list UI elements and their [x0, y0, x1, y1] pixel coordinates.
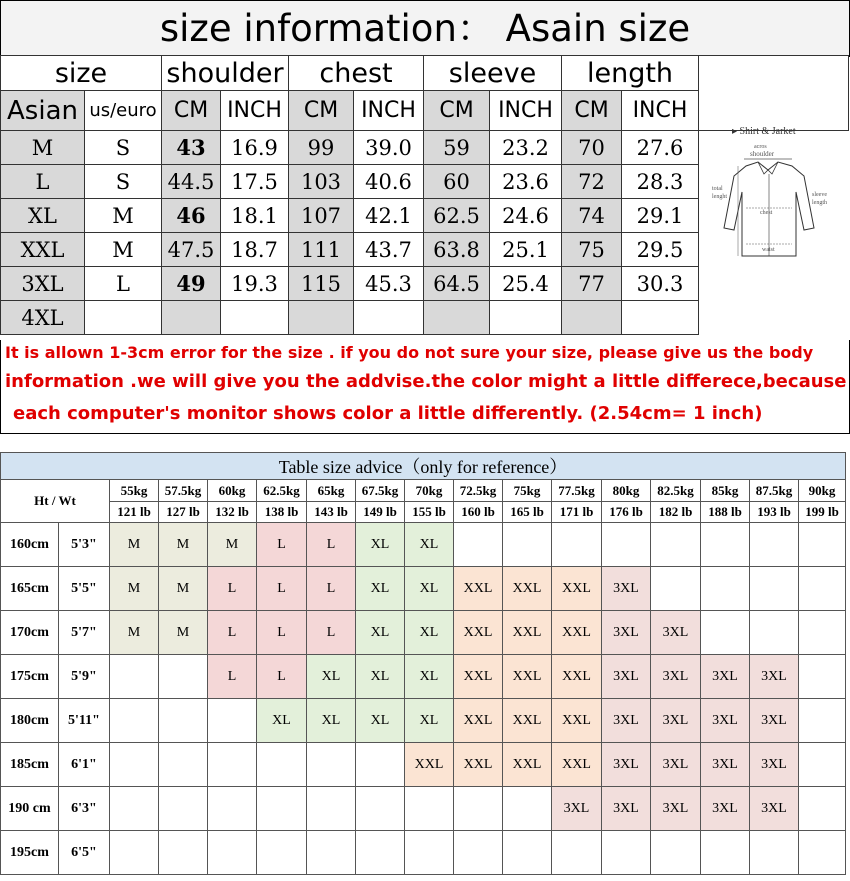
- diagram-label-length: length: [812, 200, 827, 206]
- size-cell: [289, 301, 354, 335]
- height-cm: 170cm: [1, 611, 59, 655]
- advice-size-cell: [356, 787, 405, 831]
- advice-size-cell: M: [159, 567, 208, 611]
- weight-lb-header: 121 lb: [110, 502, 159, 523]
- size-cell: [490, 301, 562, 335]
- advice-size-cell: [701, 831, 750, 875]
- size-cell: 63.8: [424, 233, 490, 267]
- advice-size-cell: 3XL: [750, 699, 799, 743]
- advice-size-cell: [799, 743, 846, 787]
- size-cell: 45.3: [354, 267, 424, 301]
- size-cell: 60: [424, 165, 490, 199]
- advice-size-cell: XXL: [503, 743, 552, 787]
- advice-size-cell: L: [257, 567, 307, 611]
- size-information-section: [0, 0, 850, 434]
- size-cell: 44.5: [162, 165, 221, 199]
- advice-size-cell: L: [257, 523, 307, 567]
- size-cell: M: [1, 131, 85, 165]
- sub-header-1: us/euro: [85, 91, 162, 131]
- advice-size-cell: [602, 523, 651, 567]
- diagram-label-waist: waist: [762, 247, 775, 253]
- advice-size-cell: XXL: [454, 655, 503, 699]
- sub-header-0: Asian: [1, 91, 85, 131]
- advice-size-cell: XXL: [552, 611, 602, 655]
- advice-size-cell: XXL: [503, 699, 552, 743]
- size-cell: 4XL: [1, 301, 85, 335]
- size-cell: 3XL: [1, 267, 85, 301]
- size-cell: 115: [289, 267, 354, 301]
- weight-lb-header: 138 lb: [257, 502, 307, 523]
- advice-size-cell: [208, 831, 257, 875]
- weight-kg-header: 65kg: [307, 480, 356, 502]
- advice-size-cell: 3XL: [552, 787, 602, 831]
- advice-size-cell: [307, 787, 356, 831]
- advice-size-cell: [110, 655, 159, 699]
- group-header-sleeve: sleeve: [424, 56, 562, 91]
- advice-size-cell: [159, 699, 208, 743]
- size-cell: 47.5: [162, 233, 221, 267]
- advice-size-cell: [503, 787, 552, 831]
- advice-size-cell: 3XL: [651, 611, 701, 655]
- weight-kg-header: 90kg: [799, 480, 846, 502]
- height-cm: 175cm: [1, 655, 59, 699]
- note-line-1: It is allown 1-3cm error for the size . if you do not sure your size, please give us the body: [5, 343, 814, 362]
- advice-size-cell: [307, 743, 356, 787]
- advice-size-cell: [307, 831, 356, 875]
- height-ft: 5'7": [59, 611, 110, 655]
- size-cell: 99: [289, 131, 354, 165]
- advice-size-cell: 3XL: [750, 787, 799, 831]
- weight-kg-header: 62.5kg: [257, 480, 307, 502]
- weight-kg-header: 75kg: [503, 480, 552, 502]
- advice-size-cell: [750, 611, 799, 655]
- height-cm: 190 cm: [1, 787, 59, 831]
- diagram-label-total: total: [712, 186, 723, 192]
- size-cell: 30.3: [622, 267, 699, 301]
- advice-size-cell: L: [208, 611, 257, 655]
- advice-size-cell: XXL: [454, 743, 503, 787]
- advice-size-cell: L: [307, 567, 356, 611]
- height-cm: 195cm: [1, 831, 59, 875]
- weight-kg-header: 55kg: [110, 480, 159, 502]
- sub-header-2: CM: [162, 91, 221, 131]
- size-cell: 77: [562, 267, 622, 301]
- advice-size-cell: [110, 743, 159, 787]
- size-advice-table: [0, 452, 846, 875]
- height-ft: 6'1": [59, 743, 110, 787]
- advice-size-cell: XL: [356, 611, 405, 655]
- size-cell: [354, 301, 424, 335]
- advice-size-cell: [454, 787, 503, 831]
- advice-size-cell: XL: [307, 699, 356, 743]
- size-cell: 27.6: [622, 131, 699, 165]
- size-cell: 62.5: [424, 199, 490, 233]
- advice-size-cell: XL: [307, 655, 356, 699]
- advice-row: [1, 831, 846, 875]
- size-cell: 70: [562, 131, 622, 165]
- size-cell: 107: [289, 199, 354, 233]
- advice-size-cell: 3XL: [602, 787, 651, 831]
- size-cell: 18.1: [221, 199, 289, 233]
- sub-header-5: INCH: [354, 91, 424, 131]
- advice-size-cell: XXL: [552, 743, 602, 787]
- advice-size-cell: [110, 831, 159, 875]
- size-cell: [622, 301, 699, 335]
- advice-size-cell: [602, 831, 651, 875]
- weight-lb-header: 176 lb: [602, 502, 651, 523]
- size-notes: [0, 340, 850, 434]
- weight-kg-header: 57.5kg: [159, 480, 208, 502]
- size-cell: 17.5: [221, 165, 289, 199]
- advice-row: [1, 699, 846, 743]
- sub-header-6: CM: [424, 91, 490, 131]
- height-ft: 5'9": [59, 655, 110, 699]
- advice-size-cell: 3XL: [701, 787, 750, 831]
- size-cell: XXL: [1, 233, 85, 267]
- advice-size-cell: [405, 831, 454, 875]
- advice-size-cell: [356, 831, 405, 875]
- size-cell: 59: [424, 131, 490, 165]
- size-cell: 64.5: [424, 267, 490, 301]
- height-ft: 5'11": [59, 699, 110, 743]
- advice-size-cell: 3XL: [651, 743, 701, 787]
- weight-lb-header: 127 lb: [159, 502, 208, 523]
- size-cell: [221, 301, 289, 335]
- advice-size-cell: 3XL: [750, 743, 799, 787]
- advice-size-cell: 3XL: [602, 611, 651, 655]
- advice-size-cell: 3XL: [701, 699, 750, 743]
- advice-row: [1, 787, 846, 831]
- size-cell: L: [1, 165, 85, 199]
- advice-size-cell: [701, 611, 750, 655]
- sub-header-3: INCH: [221, 91, 289, 131]
- advice-size-cell: [257, 743, 307, 787]
- size-cell: 75: [562, 233, 622, 267]
- size-row: [1, 301, 849, 335]
- weight-kg-header: 77.5kg: [552, 480, 602, 502]
- advice-size-cell: [110, 787, 159, 831]
- size-cell: 24.6: [490, 199, 562, 233]
- advice-size-cell: XL: [405, 655, 454, 699]
- diagram-label-shoulder: shoulder: [750, 150, 775, 158]
- weight-kg-header: 87.5kg: [750, 480, 799, 502]
- size-cell: XL: [1, 199, 85, 233]
- advice-size-cell: [651, 831, 701, 875]
- weight-lb-header: 188 lb: [701, 502, 750, 523]
- diagram-label-lenght: lenght: [712, 194, 727, 200]
- advice-size-cell: XL: [405, 567, 454, 611]
- advice-size-cell: [799, 699, 846, 743]
- advice-size-cell: [208, 787, 257, 831]
- sub-header-4: CM: [289, 91, 354, 131]
- ht-wt-corner: Ht / Wt: [1, 480, 110, 523]
- size-cell: 23.6: [490, 165, 562, 199]
- advice-size-cell: XL: [405, 523, 454, 567]
- size-cell: S: [85, 165, 162, 199]
- advice-size-cell: [701, 523, 750, 567]
- advice-size-cell: [701, 567, 750, 611]
- advice-size-cell: [503, 831, 552, 875]
- advice-size-cell: XL: [405, 699, 454, 743]
- advice-size-cell: XXL: [454, 567, 503, 611]
- weight-lb-header: 149 lb: [356, 502, 405, 523]
- size-cell: 25.4: [490, 267, 562, 301]
- advice-size-cell: [799, 831, 846, 875]
- height-cm: 165cm: [1, 567, 59, 611]
- size-cell: 16.9: [221, 131, 289, 165]
- advice-size-cell: [159, 787, 208, 831]
- page-title: size information： Asain size: [0, 0, 850, 57]
- advice-size-cell: 3XL: [602, 699, 651, 743]
- advice-row: [1, 523, 846, 567]
- size-cell: 40.6: [354, 165, 424, 199]
- advice-size-cell: XXL: [454, 611, 503, 655]
- advice-size-cell: [799, 787, 846, 831]
- note-line-2: information .we will give you the addvise.the color might a little differece,because: [5, 371, 847, 392]
- advice-size-cell: 3XL: [701, 743, 750, 787]
- size-cell: 18.7: [221, 233, 289, 267]
- weight-lb-header: 165 lb: [503, 502, 552, 523]
- weight-lb-header: 171 lb: [552, 502, 602, 523]
- advice-size-cell: 3XL: [651, 655, 701, 699]
- advice-size-cell: L: [307, 523, 356, 567]
- advice-size-cell: XXL: [552, 567, 602, 611]
- advice-size-cell: [257, 787, 307, 831]
- advice-size-cell: [799, 523, 846, 567]
- size-cell: 19.3: [221, 267, 289, 301]
- weight-kg-header: 80kg: [602, 480, 651, 502]
- sub-header-9: INCH: [622, 91, 699, 131]
- size-cell: [85, 301, 162, 335]
- advice-size-cell: M: [159, 611, 208, 655]
- height-ft: 6'3": [59, 787, 110, 831]
- advice-size-cell: [208, 699, 257, 743]
- advice-size-cell: L: [208, 655, 257, 699]
- height-cm: 185cm: [1, 743, 59, 787]
- size-cell: 49: [162, 267, 221, 301]
- shirt-measurement-diagram-icon: [712, 118, 832, 278]
- advice-size-cell: [110, 699, 159, 743]
- advice-size-cell: [552, 523, 602, 567]
- advice-size-cell: [750, 831, 799, 875]
- advice-size-cell: L: [307, 611, 356, 655]
- advice-size-cell: [651, 523, 701, 567]
- advice-size-cell: XXL: [454, 699, 503, 743]
- size-cell: 28.3: [622, 165, 699, 199]
- advice-size-cell: [503, 523, 552, 567]
- advice-size-cell: XL: [356, 655, 405, 699]
- size-advice-section: [0, 452, 850, 881]
- size-cell: 72: [562, 165, 622, 199]
- weight-lb-header: 182 lb: [651, 502, 701, 523]
- sub-header-7: INCH: [490, 91, 562, 131]
- group-header-size: size: [1, 56, 162, 91]
- advice-size-cell: 3XL: [651, 787, 701, 831]
- advice-size-cell: M: [110, 523, 159, 567]
- weight-kg-header: 72.5kg: [454, 480, 503, 502]
- advice-size-cell: [750, 523, 799, 567]
- size-cell: 43: [162, 131, 221, 165]
- advice-size-cell: [208, 743, 257, 787]
- advice-size-cell: L: [208, 567, 257, 611]
- height-cm: 180cm: [1, 699, 59, 743]
- group-header-chest: chest: [289, 56, 424, 91]
- advice-size-cell: XXL: [503, 655, 552, 699]
- advice-size-cell: XXL: [503, 611, 552, 655]
- size-cell: 23.2: [490, 131, 562, 165]
- size-cell: 42.1: [354, 199, 424, 233]
- advice-size-cell: XL: [356, 699, 405, 743]
- size-cell: L: [85, 267, 162, 301]
- height-cm: 160cm: [1, 523, 59, 567]
- size-cell: [424, 301, 490, 335]
- advice-size-cell: [454, 523, 503, 567]
- advice-size-cell: 3XL: [602, 743, 651, 787]
- advice-caption: Table size advice（only for reference）: [1, 453, 846, 480]
- diagram-label-acros: acros: [754, 144, 767, 150]
- advice-size-cell: XXL: [552, 699, 602, 743]
- advice-size-cell: [159, 655, 208, 699]
- weight-lb-header: 193 lb: [750, 502, 799, 523]
- size-cell: 29.5: [622, 233, 699, 267]
- advice-size-cell: L: [257, 655, 307, 699]
- advice-size-cell: 3XL: [701, 655, 750, 699]
- advice-size-cell: XL: [405, 611, 454, 655]
- advice-size-cell: [750, 567, 799, 611]
- advice-size-cell: [799, 567, 846, 611]
- advice-size-cell: [651, 567, 701, 611]
- size-cell: 74: [562, 199, 622, 233]
- advice-size-cell: M: [110, 567, 159, 611]
- advice-size-cell: M: [159, 523, 208, 567]
- size-cell: 25.1: [490, 233, 562, 267]
- weight-lb-header: 143 lb: [307, 502, 356, 523]
- svg-text:▸ Shirt & Jarket: ▸ Shirt & Jarket: [732, 126, 796, 137]
- group-header-shoulder: shoulder: [162, 56, 289, 91]
- advice-size-cell: [405, 787, 454, 831]
- advice-size-cell: 3XL: [651, 699, 701, 743]
- weight-lb-header: 160 lb: [454, 502, 503, 523]
- advice-size-cell: [257, 831, 307, 875]
- advice-size-cell: [799, 611, 846, 655]
- advice-row: [1, 655, 846, 699]
- weight-lb-header: 199 lb: [799, 502, 846, 523]
- weight-lb-header: 155 lb: [405, 502, 454, 523]
- height-ft: 6'5": [59, 831, 110, 875]
- advice-size-cell: XXL: [405, 743, 454, 787]
- note-line-3: each computer's monitor shows color a little differently. (2.54cm= 1 inch): [13, 403, 763, 424]
- diagram-label-chest: chest: [760, 210, 773, 216]
- advice-size-cell: [454, 831, 503, 875]
- advice-size-cell: XL: [257, 699, 307, 743]
- advice-size-cell: XXL: [503, 567, 552, 611]
- height-ft: 5'3": [59, 523, 110, 567]
- weight-kg-header: 67.5kg: [356, 480, 405, 502]
- size-cell: 29.1: [622, 199, 699, 233]
- advice-size-cell: M: [208, 523, 257, 567]
- advice-row: [1, 611, 846, 655]
- weight-kg-header: 60kg: [208, 480, 257, 502]
- size-cell: 46: [162, 199, 221, 233]
- advice-size-cell: [159, 831, 208, 875]
- diagram-label-sleeve: sleeve: [812, 192, 827, 198]
- size-cell: [162, 301, 221, 335]
- diagram-title: Shirt & Jarket: [739, 126, 796, 137]
- advice-size-cell: [356, 743, 405, 787]
- height-ft: 5'5": [59, 567, 110, 611]
- advice-size-cell: [799, 655, 846, 699]
- weight-kg-header: 85kg: [701, 480, 750, 502]
- advice-size-cell: [159, 743, 208, 787]
- advice-size-cell: 3XL: [602, 655, 651, 699]
- size-cell: 103: [289, 165, 354, 199]
- advice-size-cell: XL: [356, 567, 405, 611]
- advice-size-cell: [552, 831, 602, 875]
- group-header-length: length: [562, 56, 699, 91]
- advice-size-cell: XL: [356, 523, 405, 567]
- sub-header-8: CM: [562, 91, 622, 131]
- size-cell: S: [85, 131, 162, 165]
- weight-kg-header: 70kg: [405, 480, 454, 502]
- weight-lb-header: 132 lb: [208, 502, 257, 523]
- advice-size-cell: 3XL: [750, 655, 799, 699]
- weight-kg-header: 82.5kg: [651, 480, 701, 502]
- advice-row: [1, 743, 846, 787]
- advice-size-cell: M: [110, 611, 159, 655]
- advice-row: [1, 567, 846, 611]
- advice-size-cell: L: [257, 611, 307, 655]
- size-cell: 43.7: [354, 233, 424, 267]
- size-cell: 39.0: [354, 131, 424, 165]
- size-cell: [562, 301, 622, 335]
- size-cell: M: [85, 199, 162, 233]
- size-cell: 111: [289, 233, 354, 267]
- advice-size-cell: XXL: [552, 655, 602, 699]
- advice-size-cell: 3XL: [602, 567, 651, 611]
- size-cell: M: [85, 233, 162, 267]
